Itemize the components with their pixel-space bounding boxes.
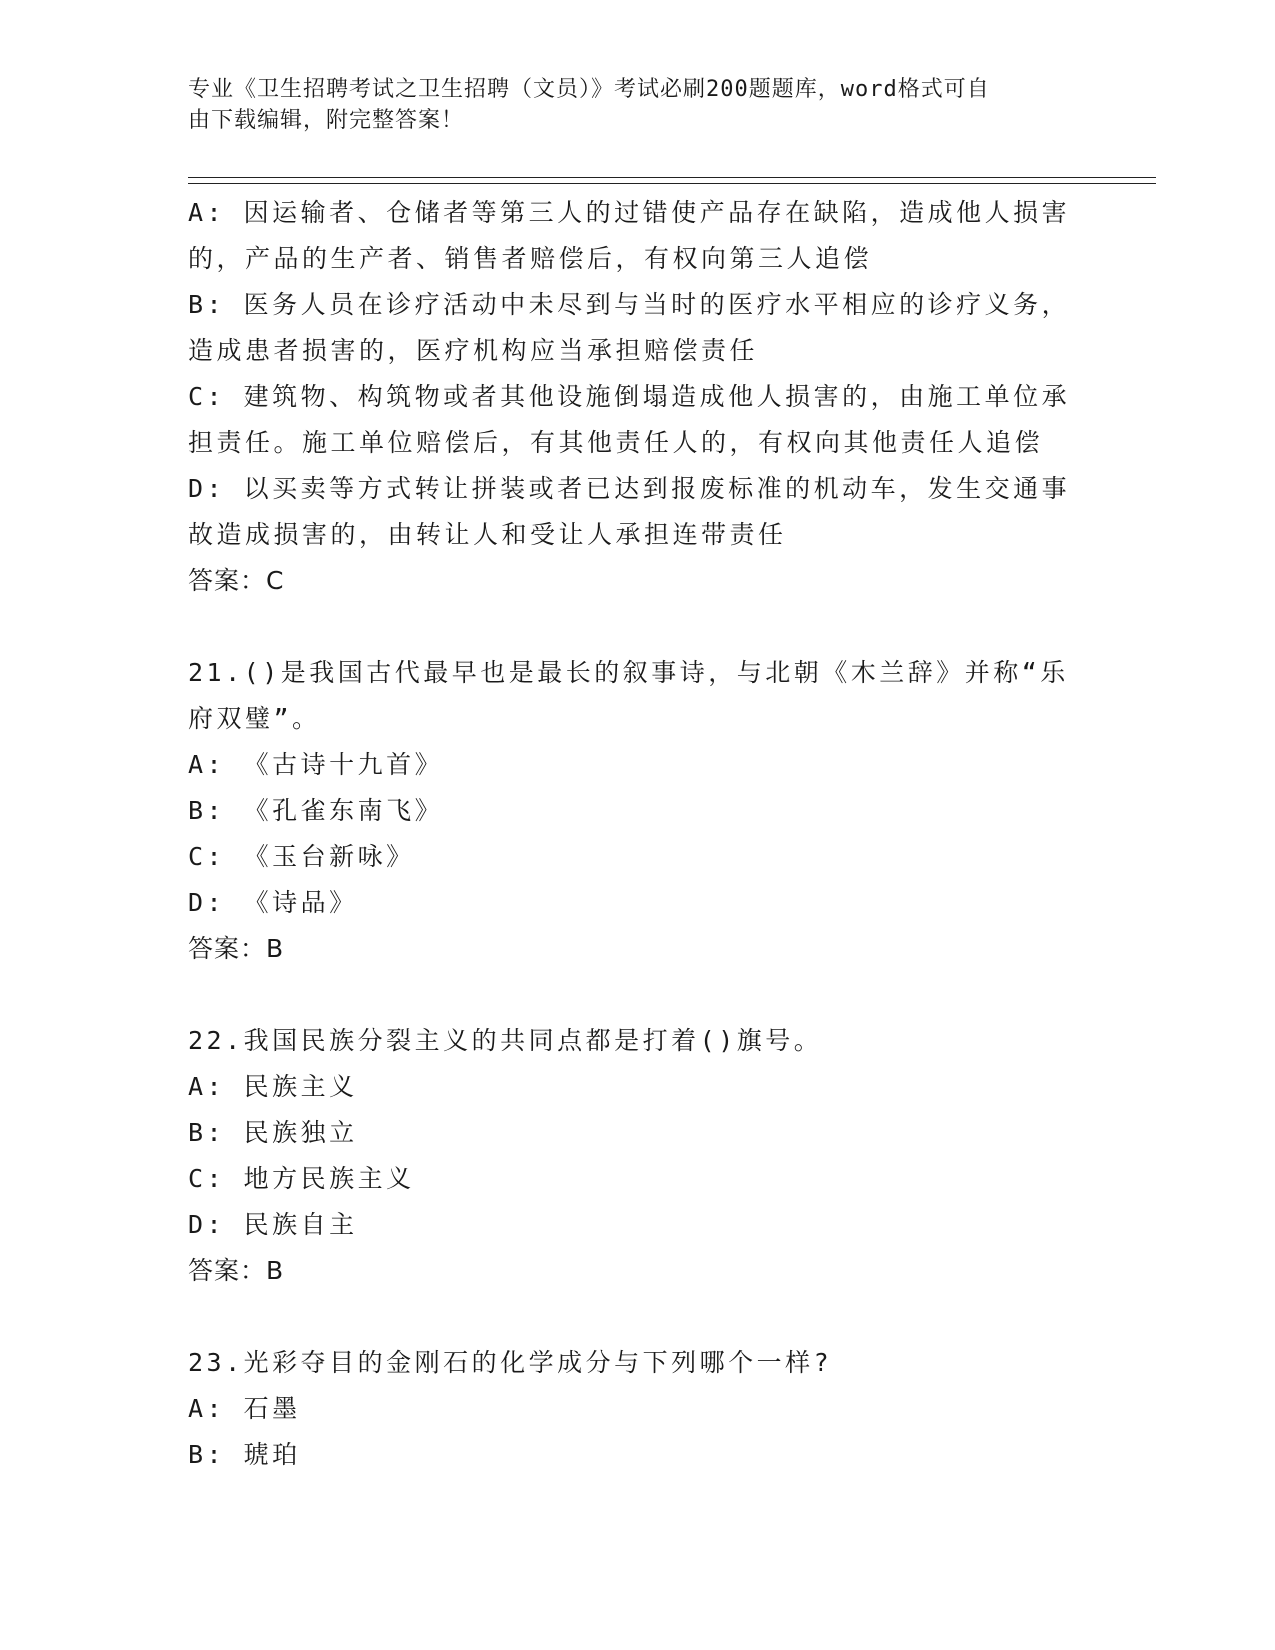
option-d-line-2: 故造成损害的，由转让人和受让人承担连带责任 [188, 520, 787, 549]
answer-label: 答案：C [188, 566, 285, 595]
header-divider-bottom [188, 183, 1156, 184]
option-c-line-2: 担责任。施工单位赔偿后，有其他责任人的，有权向其他责任人追偿 [188, 428, 1044, 457]
option-c: C: 地方民族主义 [188, 1164, 415, 1193]
option-a: A: 民族主义 [188, 1072, 358, 1101]
question-23 [188, 1340, 1088, 1478]
option-a-line-1: A: 因运输者、仓储者等第三人的过错使产品存在缺陷，造成他人损害 [188, 198, 1071, 227]
option-d: D: 民族自主 [188, 1210, 358, 1239]
question-20 [188, 190, 1088, 604]
question-21 [188, 650, 1088, 972]
spacer [188, 604, 1088, 650]
option-c-line-1: C: 建筑物、构筑物或者其他设施倒塌造成他人损害的，由施工单位承 [188, 382, 1071, 411]
answer-label: 答案：B [188, 1256, 285, 1285]
option-a: A: 石墨 [188, 1394, 301, 1423]
question-stem-line-1: 21.()是我国古代最早也是最长的叙事诗，与北朝《木兰辞》并称“乐 [188, 658, 1069, 687]
option-b-line-1: B: 医务人员在诊疗活动中未尽到与当时的医疗水平相应的诊疗义务， [188, 290, 1071, 319]
answer-label: 答案：B [188, 934, 285, 963]
option-d: D: 《诗品》 [188, 888, 358, 917]
document-header [188, 74, 1088, 136]
question-stem: 23.光彩夺目的金刚石的化学成分与下列哪个一样? [188, 1348, 833, 1377]
spacer [188, 1294, 1088, 1340]
option-d-line-1: D: 以买卖等方式转让拼装或者已达到报废标准的机动车，发生交通事 [188, 474, 1071, 503]
header-line-2: 由下载编辑，附完整答案！ [188, 108, 465, 133]
option-b: B: 《孔雀东南飞》 [188, 796, 444, 825]
header-divider-top [188, 177, 1156, 178]
question-stem: 22.我国民族分裂主义的共同点都是打着()旗号。 [188, 1026, 823, 1055]
header-line-1: 专业《卫生招聘考试之卫生招聘（文员）》考试必刷200题题库，word格式可自 [188, 77, 990, 102]
question-22 [188, 1018, 1088, 1294]
option-b: B: 琥珀 [188, 1440, 301, 1469]
option-b: B: 民族独立 [188, 1118, 358, 1147]
option-c: C: 《玉台新咏》 [188, 842, 415, 871]
option-a: A: 《古诗十九首》 [188, 750, 444, 779]
question-content [188, 190, 1088, 1478]
option-a-line-2: 的，产品的生产者、销售者赔偿后，有权向第三人追偿 [188, 244, 873, 273]
question-stem-line-2: 府双璧”。 [188, 704, 321, 733]
option-b-line-2: 造成患者损害的，医疗机构应当承担赔偿责任 [188, 336, 759, 365]
spacer [188, 972, 1088, 1018]
